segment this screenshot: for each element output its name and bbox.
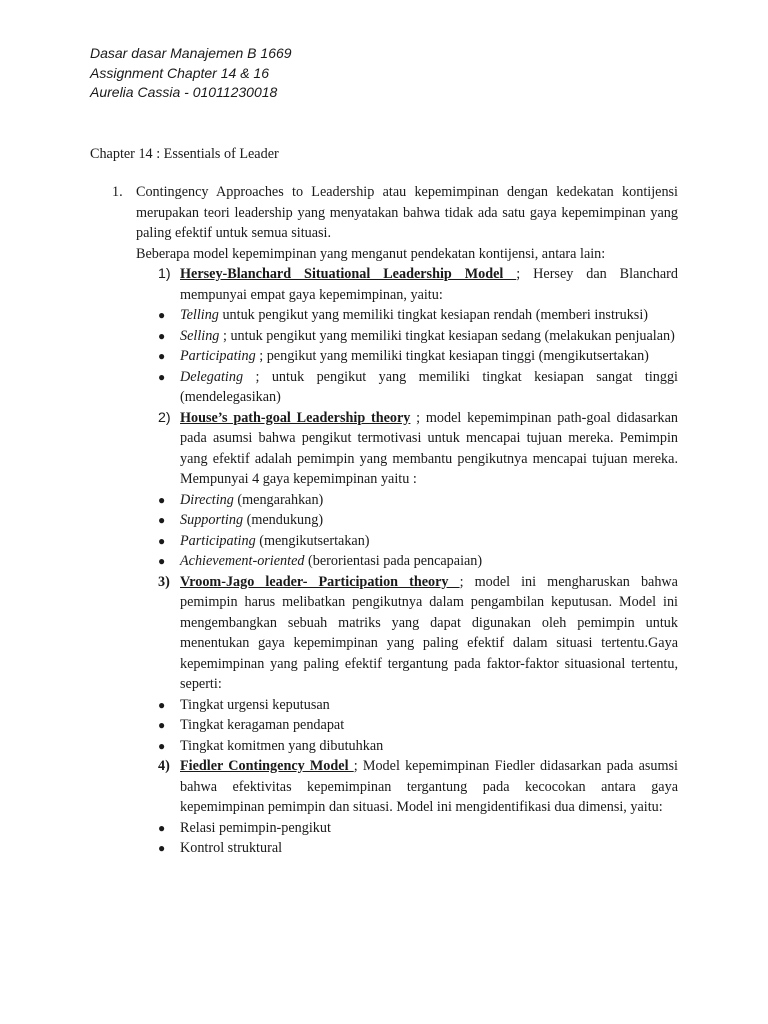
author-line: Aurelia Cassia - 01011230018 <box>90 84 278 100</box>
bullet-text: (mendukung) <box>243 512 324 528</box>
document-header <box>90 44 292 103</box>
bullet-item <box>112 695 678 716</box>
bullet-text: (mengarahkan) <box>233 491 324 508</box>
bullet-icon: ● <box>158 554 166 568</box>
model-description: ; model ini mengharuskan bahwa pemimpin harus melibatkan pengikutnya dalam pengambilan keputusan. Model ini mengembangkan sebuah matriks yang dapat digunakan oleh pemimpin untuk menentukan gaya kepemimpinan yang paling efektif dalam situasi tertentu.Gaya kepemimpinan yang paling efektif tergantung pada faktor-faktor situasional tertentu, seperti: <box>180 573 678 692</box>
chapter-title: Chapter 14 : Essentials of Leader <box>90 146 279 162</box>
bullet-item <box>112 736 678 757</box>
bullet-text: (berorientasi pada pencapaian) <box>304 553 483 569</box>
list-number: 1. <box>112 184 123 200</box>
bullet-text: ; untuk pengikut yang memiliki tingkat kesiapan sangat tinggi (mendelegasikan) <box>180 368 678 405</box>
bullet-term: Delegating <box>180 368 244 385</box>
bullet-item <box>112 367 678 408</box>
bullet-item <box>112 715 678 736</box>
model-number: 3) <box>158 573 170 590</box>
bullet-term: Selling <box>180 327 220 344</box>
model-vroom-jago <box>112 572 678 695</box>
course-line: Dasar dasar Manajemen B 1669 <box>90 45 292 61</box>
bullet-term: Telling <box>180 307 219 323</box>
assignment-line: Assignment Chapter 14 & 16 <box>90 64 269 81</box>
model-title: Vroom-Jago leader- Participation theory <box>180 573 460 590</box>
model-number: 4) <box>158 758 170 774</box>
model-number: 1) <box>158 266 171 282</box>
bullet-icon: ● <box>158 738 166 753</box>
bullet-text: Tingkat urgensi keputusan <box>180 696 330 713</box>
model-description: ; model kepemimpinan path-goal didasarkan pada asumsi bahwa pengikut termotivasi untuk mencapai tujuan mereka. Pemimpin yang efektif adalah pemimpin yang membantu pengikutnya mencapai tujuan mereka. Mempunyai 4 gaya kepemimpinan yaitu : <box>180 409 679 487</box>
bullet-text: untuk pengikut yang memiliki tingkat kesiapan rendah (memberi instruksi) <box>218 307 648 323</box>
models-intro: Beberapa model kepemimpinan yang menganut pendekatan kontijensi, antara lain: <box>136 245 606 262</box>
bullet-item <box>112 305 678 326</box>
bullet-text: Tingkat keragaman pendapat <box>180 717 345 733</box>
bullet-text: (mengikutsertakan) <box>255 532 370 549</box>
bullet-term: Achievement-oriented <box>180 553 305 569</box>
bullet-icon: ● <box>158 841 166 855</box>
list-item-1 <box>112 182 678 244</box>
model-description: ; Model kepemimpinan Fiedler didasarkan pada asumsi bahwa efektivitas kepemimpinan tergantung pada kecocokan antara gaya kepemimpinan pemimpin dan situasi. Model ini mengidentifikasi dua dimensi, yaitu: <box>180 758 678 815</box>
bullet-icon: ● <box>158 349 166 363</box>
bullet-icon: ● <box>158 533 166 548</box>
bullet-item <box>112 551 678 572</box>
bullet-icon: ● <box>158 492 166 507</box>
bullet-item <box>112 838 678 859</box>
bullet-icon: ● <box>158 308 166 322</box>
bullet-icon: ● <box>158 718 166 732</box>
bullet-text: Kontrol struktural <box>180 840 283 856</box>
bullet-item <box>112 510 678 531</box>
list-item-text: Contingency Approaches to Leadership atau kepemimpinan dengan kedekatan kontijensi merupakan teori leadership yang menyatakan bahwa tidak ada satu gaya kepemimpinan yang paling efektif untuk semua situasi. <box>136 184 678 241</box>
bullet-term: Supporting <box>180 512 244 528</box>
model-path-goal <box>112 408 678 490</box>
bullet-text: Tingkat komitmen yang dibutuhkan <box>180 737 384 754</box>
bullet-item <box>112 531 678 552</box>
model-title: House’s path-goal Leadership theory <box>180 409 411 426</box>
model-description: ; Hersey dan Blanchard mempunyai empat gaya kepemimpinan, yaitu: <box>180 266 678 303</box>
bullet-item <box>112 326 678 347</box>
bullet-text: Relasi pemimpin-pengikut <box>180 819 331 836</box>
bullet-item <box>112 490 678 511</box>
bullet-item <box>112 818 678 839</box>
bullet-term: Participating <box>180 532 256 549</box>
model-hersey-blanchard <box>112 264 678 305</box>
model-fiedler <box>112 756 678 818</box>
bullet-text: ; pengikut yang memiliki tingkat kesiapan tinggi (mengikutsertakan) <box>255 348 649 364</box>
bullet-icon: ● <box>158 513 166 527</box>
document-body <box>112 182 678 859</box>
bullet-icon: ● <box>158 328 166 343</box>
bullet-term: Participating <box>180 348 256 364</box>
bullet-icon: ● <box>158 820 166 835</box>
bullet-term: Directing <box>180 491 234 508</box>
model-title: Hersey-Blanchard Situational Leadership Model <box>180 266 517 282</box>
bullet-item <box>112 346 678 367</box>
bullet-icon: ● <box>158 369 166 384</box>
bullet-text: ; untuk pengikut yang memiliki tingkat kesiapan sedang (melakukan penjualan) <box>219 327 675 344</box>
model-number: 2) <box>158 409 171 426</box>
bullet-icon: ● <box>158 697 166 712</box>
model-title: Fiedler Contingency Model <box>180 758 354 774</box>
